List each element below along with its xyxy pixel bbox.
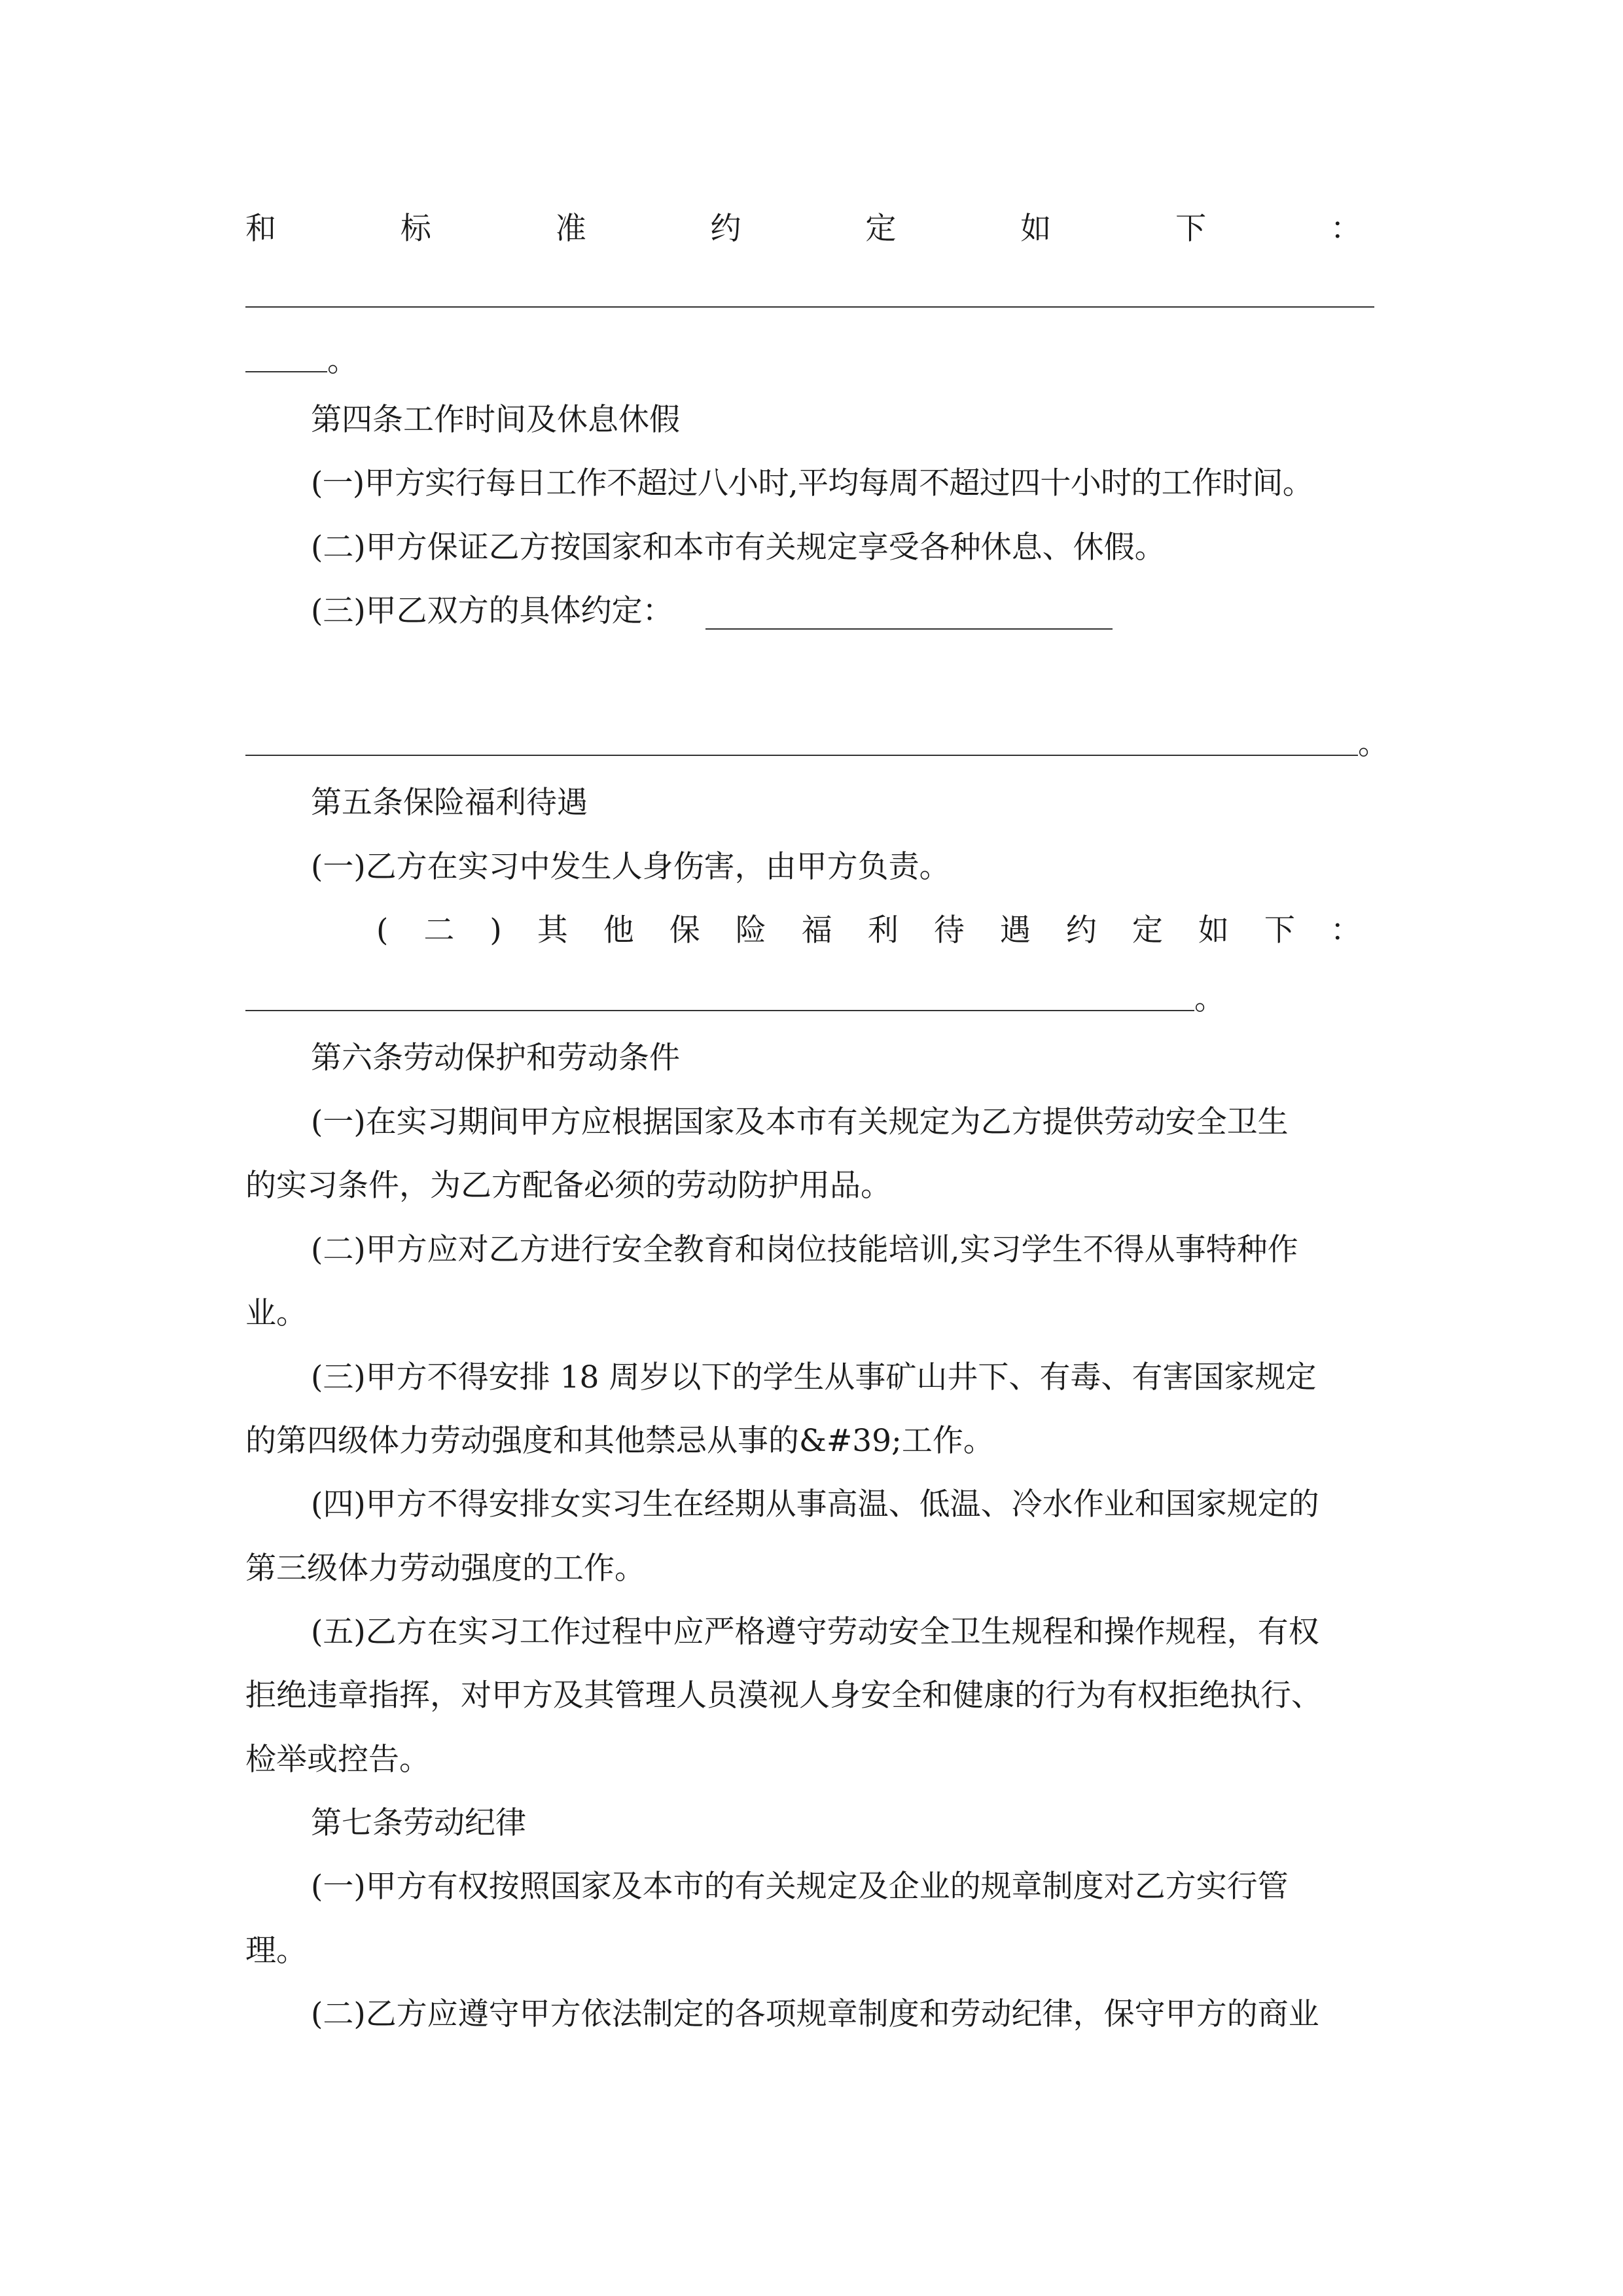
spread-char: 保 <box>669 912 700 948</box>
spread-char: 下 <box>1264 912 1295 948</box>
spread-char: ： <box>1330 211 1361 247</box>
article-7-clause-1-line-1: (一)甲方有权按照国家及本市的有关规定及企业的规章制度对乙方实行管 <box>311 1869 1289 1905</box>
article-7-clause-1-line-2: 理。 <box>245 1933 307 1969</box>
blank-line <box>705 628 1113 630</box>
article-5-clause-2 <box>376 910 1361 952</box>
spread-char: 下 <box>1175 211 1207 247</box>
spread-char: 其 <box>537 912 568 948</box>
article-5-heading: 第五条保险福利待遇 <box>311 785 588 821</box>
article-6-clause-3-line-1: (三)甲方不得安排 18 周岁以下的学生从事矿山井下、有毒、有害国家规定 <box>311 1359 1317 1395</box>
blank-line <box>245 1010 1194 1011</box>
spread-char: 他 <box>603 912 634 948</box>
spread-char: 福 <box>801 912 832 948</box>
spread-char: ( <box>376 912 389 948</box>
spread-char: 如 <box>1020 211 1052 247</box>
spread-char: 约 <box>710 211 741 247</box>
article-6-clause-5-line-2: 拒绝违章指挥，对甲方及其管理人员漠视人身安全和健康的行为有权拒绝执行、 <box>245 1677 1322 1713</box>
spread-char: 约 <box>1065 912 1097 948</box>
spread-char: ) <box>490 912 502 948</box>
article-6-clause-2-line-1: (二)甲方应对乙方进行安全教育和岗位技能培训,实习学生不得从事特种作 <box>311 1232 1298 1268</box>
spread-char: 准 <box>555 211 586 247</box>
article-5-clause-1: (一)乙方在实习中发生人身伤害，由甲方负责。 <box>311 849 950 885</box>
article-6-clause-1-line-2: 的实习条件，为乙方配备必须的劳动防护用品。 <box>245 1168 891 1204</box>
article-6-clause-5-line-3: 检举或控告。 <box>245 1742 430 1778</box>
article-4-clause-2: (二)甲方保证乙方按国家和本市有关规定享受各种休息、休假。 <box>311 529 1166 565</box>
article-6-clause-4-line-2: 第三级体力劳动强度的工作。 <box>245 1551 645 1587</box>
spread-char: 利 <box>867 912 899 948</box>
article-6-heading: 第六条劳动保护和劳动条件 <box>311 1040 680 1076</box>
spread-char: 如 <box>1198 912 1229 948</box>
article-4-clause-3: (三)甲乙双方的具体约定： <box>311 593 673 629</box>
blank-line <box>245 371 327 372</box>
blank-line <box>245 755 1358 756</box>
spread-char: 遇 <box>999 912 1031 948</box>
spread-char: ： <box>1330 912 1361 948</box>
standard-agreement-line <box>245 208 1361 250</box>
article-4-clause-1: (一)甲方实行每日工作不超过八小时,平均每周不超过四十小时的工作时间。 <box>311 465 1313 501</box>
article-6-clause-2-line-2: 业。 <box>245 1295 307 1331</box>
article-6-clause-3-line-2: 的第四级体力劳动强度和其他禁忌从事的&#39;工作。 <box>245 1423 994 1459</box>
article-4-heading: 第四条工作时间及休息休假 <box>311 402 680 438</box>
spread-char: 待 <box>933 912 965 948</box>
period: 。 <box>327 343 358 379</box>
blank-line <box>245 306 1374 308</box>
spread-char: 定 <box>1132 912 1163 948</box>
spread-char: 标 <box>400 211 431 247</box>
article-7-clause-2-line-1: (二)乙方应遵守甲方依法制定的各项规章制度和劳动纪律，保守甲方的商业 <box>311 1996 1319 2032</box>
article-7-heading: 第七条劳动纪律 <box>311 1805 526 1841</box>
spread-char: 二 <box>423 912 455 948</box>
spread-char: 定 <box>865 211 897 247</box>
spread-char: 险 <box>735 912 766 948</box>
article-6-clause-5-line-1: (五)乙方在实习工作过程中应严格遵守劳动安全卫生规程和操作规程，有权 <box>311 1614 1319 1650</box>
article-6-clause-1-line-1: (一)在实习期间甲方应根据国家及本市有关规定为乙方提供劳动安全卫生 <box>311 1104 1289 1140</box>
period: 。 <box>1194 981 1225 1017</box>
article-6-clause-4-line-1: (四)甲方不得安排女实习生在经期从事高温、低温、冷水作业和国家规定的 <box>311 1486 1319 1522</box>
period: 。 <box>1358 726 1389 762</box>
spread-char: 和 <box>245 211 276 247</box>
